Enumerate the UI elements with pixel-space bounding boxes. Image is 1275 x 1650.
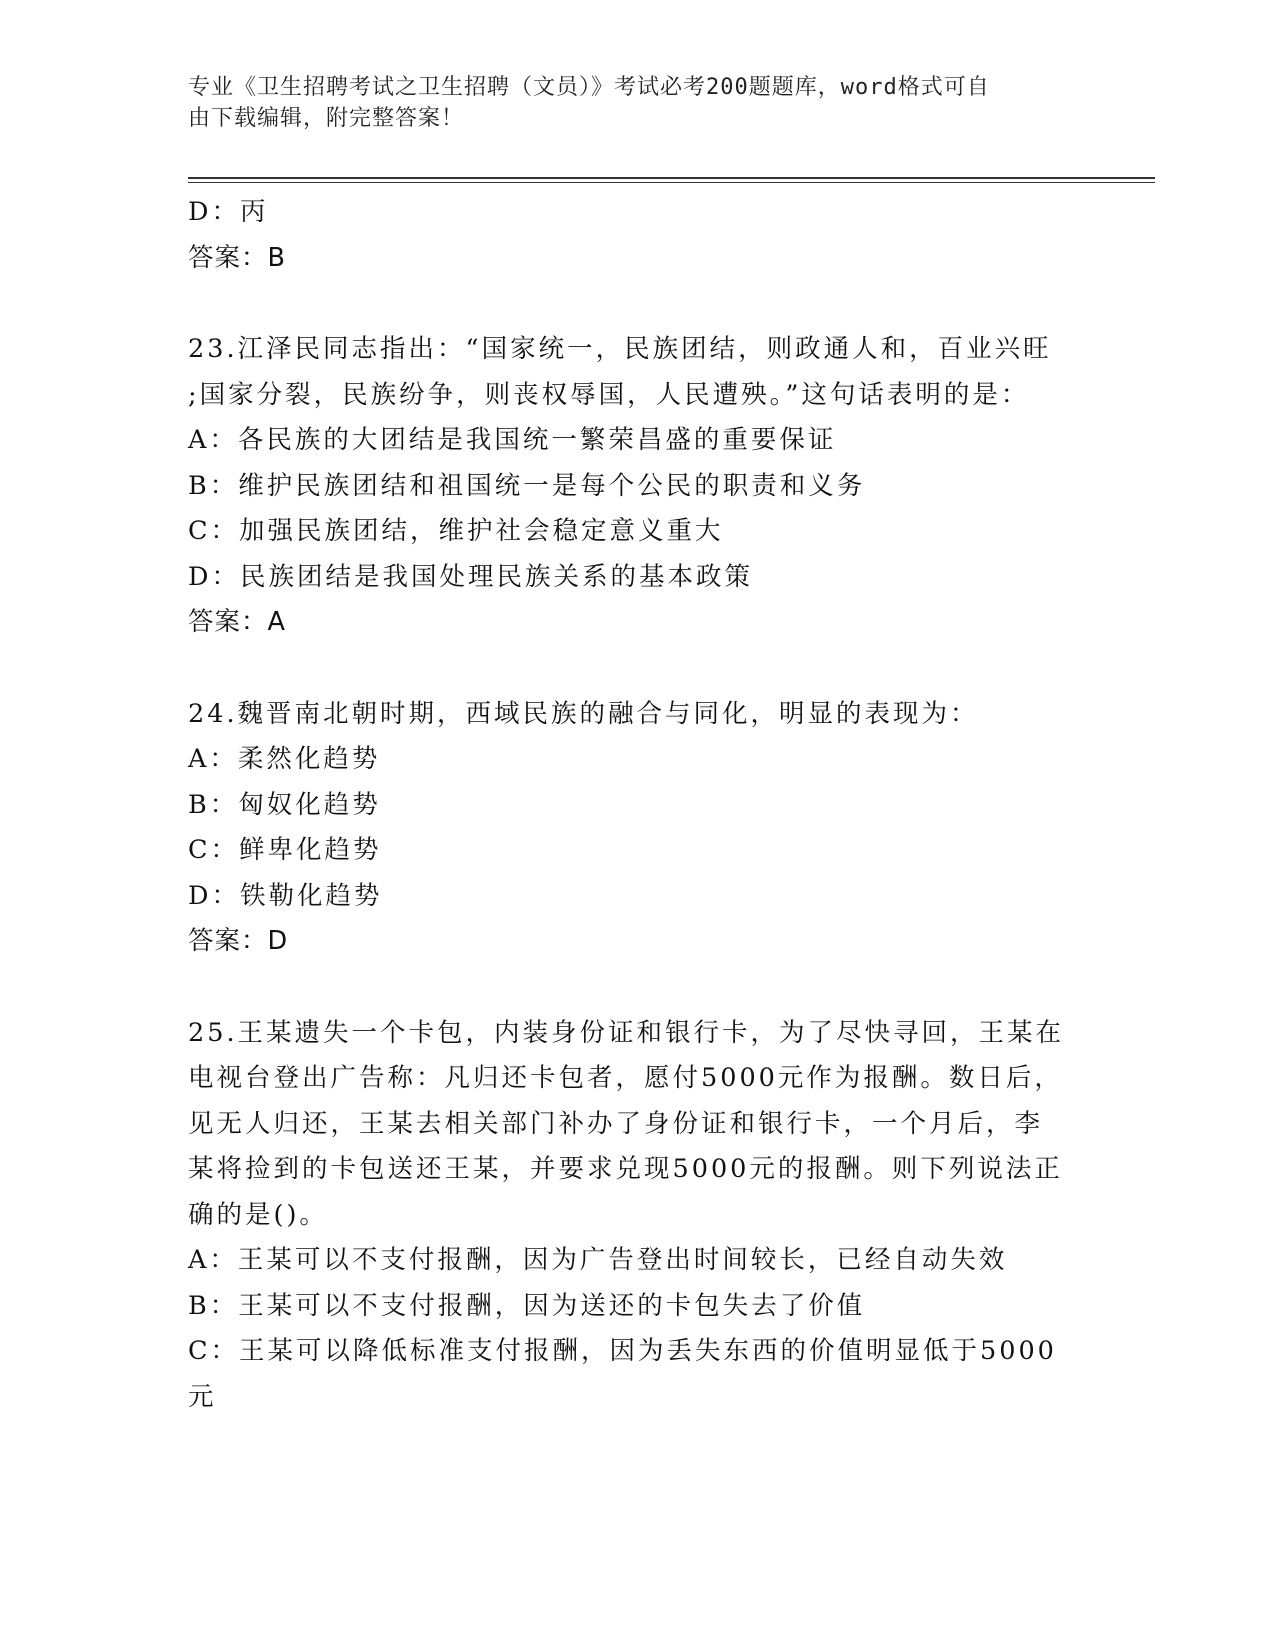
option-c: C：加强民族团结，维护社会稳定意义重大 [188, 516, 724, 546]
spacer [188, 646, 1088, 692]
option-c-continued: 元 [188, 1381, 217, 1412]
spacer [188, 965, 1088, 1011]
spacer [188, 281, 1088, 327]
option-b: B：王某可以不支付报酬，因为送还的卡包失去了价值 [188, 1290, 866, 1321]
answer-line: 答案：D [188, 926, 289, 956]
question-stem: 23.江泽民同志指出：“国家统一，民族团结，则政通人和，百业兴旺 [188, 334, 1052, 364]
question-stem: 24.魏晋南北朝时期，西域民族的融合与同化，明显的表现为： [188, 698, 979, 729]
option-a: A：王某可以不支付报酬，因为广告登出时间较长，已经自动失效 [188, 1245, 1008, 1275]
question-stem: 确的是()。 [188, 1199, 328, 1230]
header-rule-thin [188, 182, 1155, 183]
question-24 [188, 692, 1088, 965]
option-d: D：民族团结是我国处理民族关系的基本政策 [188, 561, 753, 592]
answer-line: 答案：A [188, 607, 286, 637]
question-stem: ;国家分裂，民族纷争，则丧权辱国，人民遭殃。”这句话表明的是： [188, 379, 1030, 410]
question-25 [188, 1011, 1088, 1421]
option-d: D：丙 [188, 197, 269, 227]
option-c: C：鲜卑化趋势 [188, 835, 382, 865]
question-stem: 电视台登出广告称：凡归还卡包者，愿付5000元作为报酬。数日后， [188, 1063, 1063, 1093]
question-stem: 见无人归还，王某去相关部门补办了身份证和银行卡，一个月后，李 [188, 1108, 1044, 1139]
page-header [188, 72, 1068, 134]
option-b: B：维护民族团结和祖国统一是每个公民的职责和义务 [188, 470, 866, 501]
header-rule-thick [188, 177, 1155, 179]
question-content [188, 190, 1088, 1420]
option-a: A：各民族的大团结是我国统一繁荣昌盛的重要保证 [188, 425, 837, 455]
header-line-2: 由下载编辑，附完整答案！ [188, 106, 465, 131]
option-a: A：柔然化趋势 [188, 744, 381, 774]
question-23 [188, 327, 1088, 646]
question-stem: 25.王某遗失一个卡包，内装身份证和银行卡，为了尽快寻回，王某在 [188, 1017, 1065, 1048]
answer-line: 答案：B [188, 242, 286, 273]
header-line-1: 专业《卫生招聘考试之卫生招聘（文员）》考试必考200题题库，word格式可自 [188, 75, 990, 100]
option-c: C：王某可以降低标准支付报酬，因为丢失东西的价值明显低于5000 [188, 1336, 1057, 1366]
option-b: B：匈奴化趋势 [188, 789, 381, 820]
option-d: D：铁勒化趋势 [188, 880, 383, 911]
question-stem: 某将捡到的卡包送还王某，并要求兑现5000元的报酬。则下列说法正 [188, 1154, 1063, 1184]
previous-question-tail [188, 190, 1088, 281]
